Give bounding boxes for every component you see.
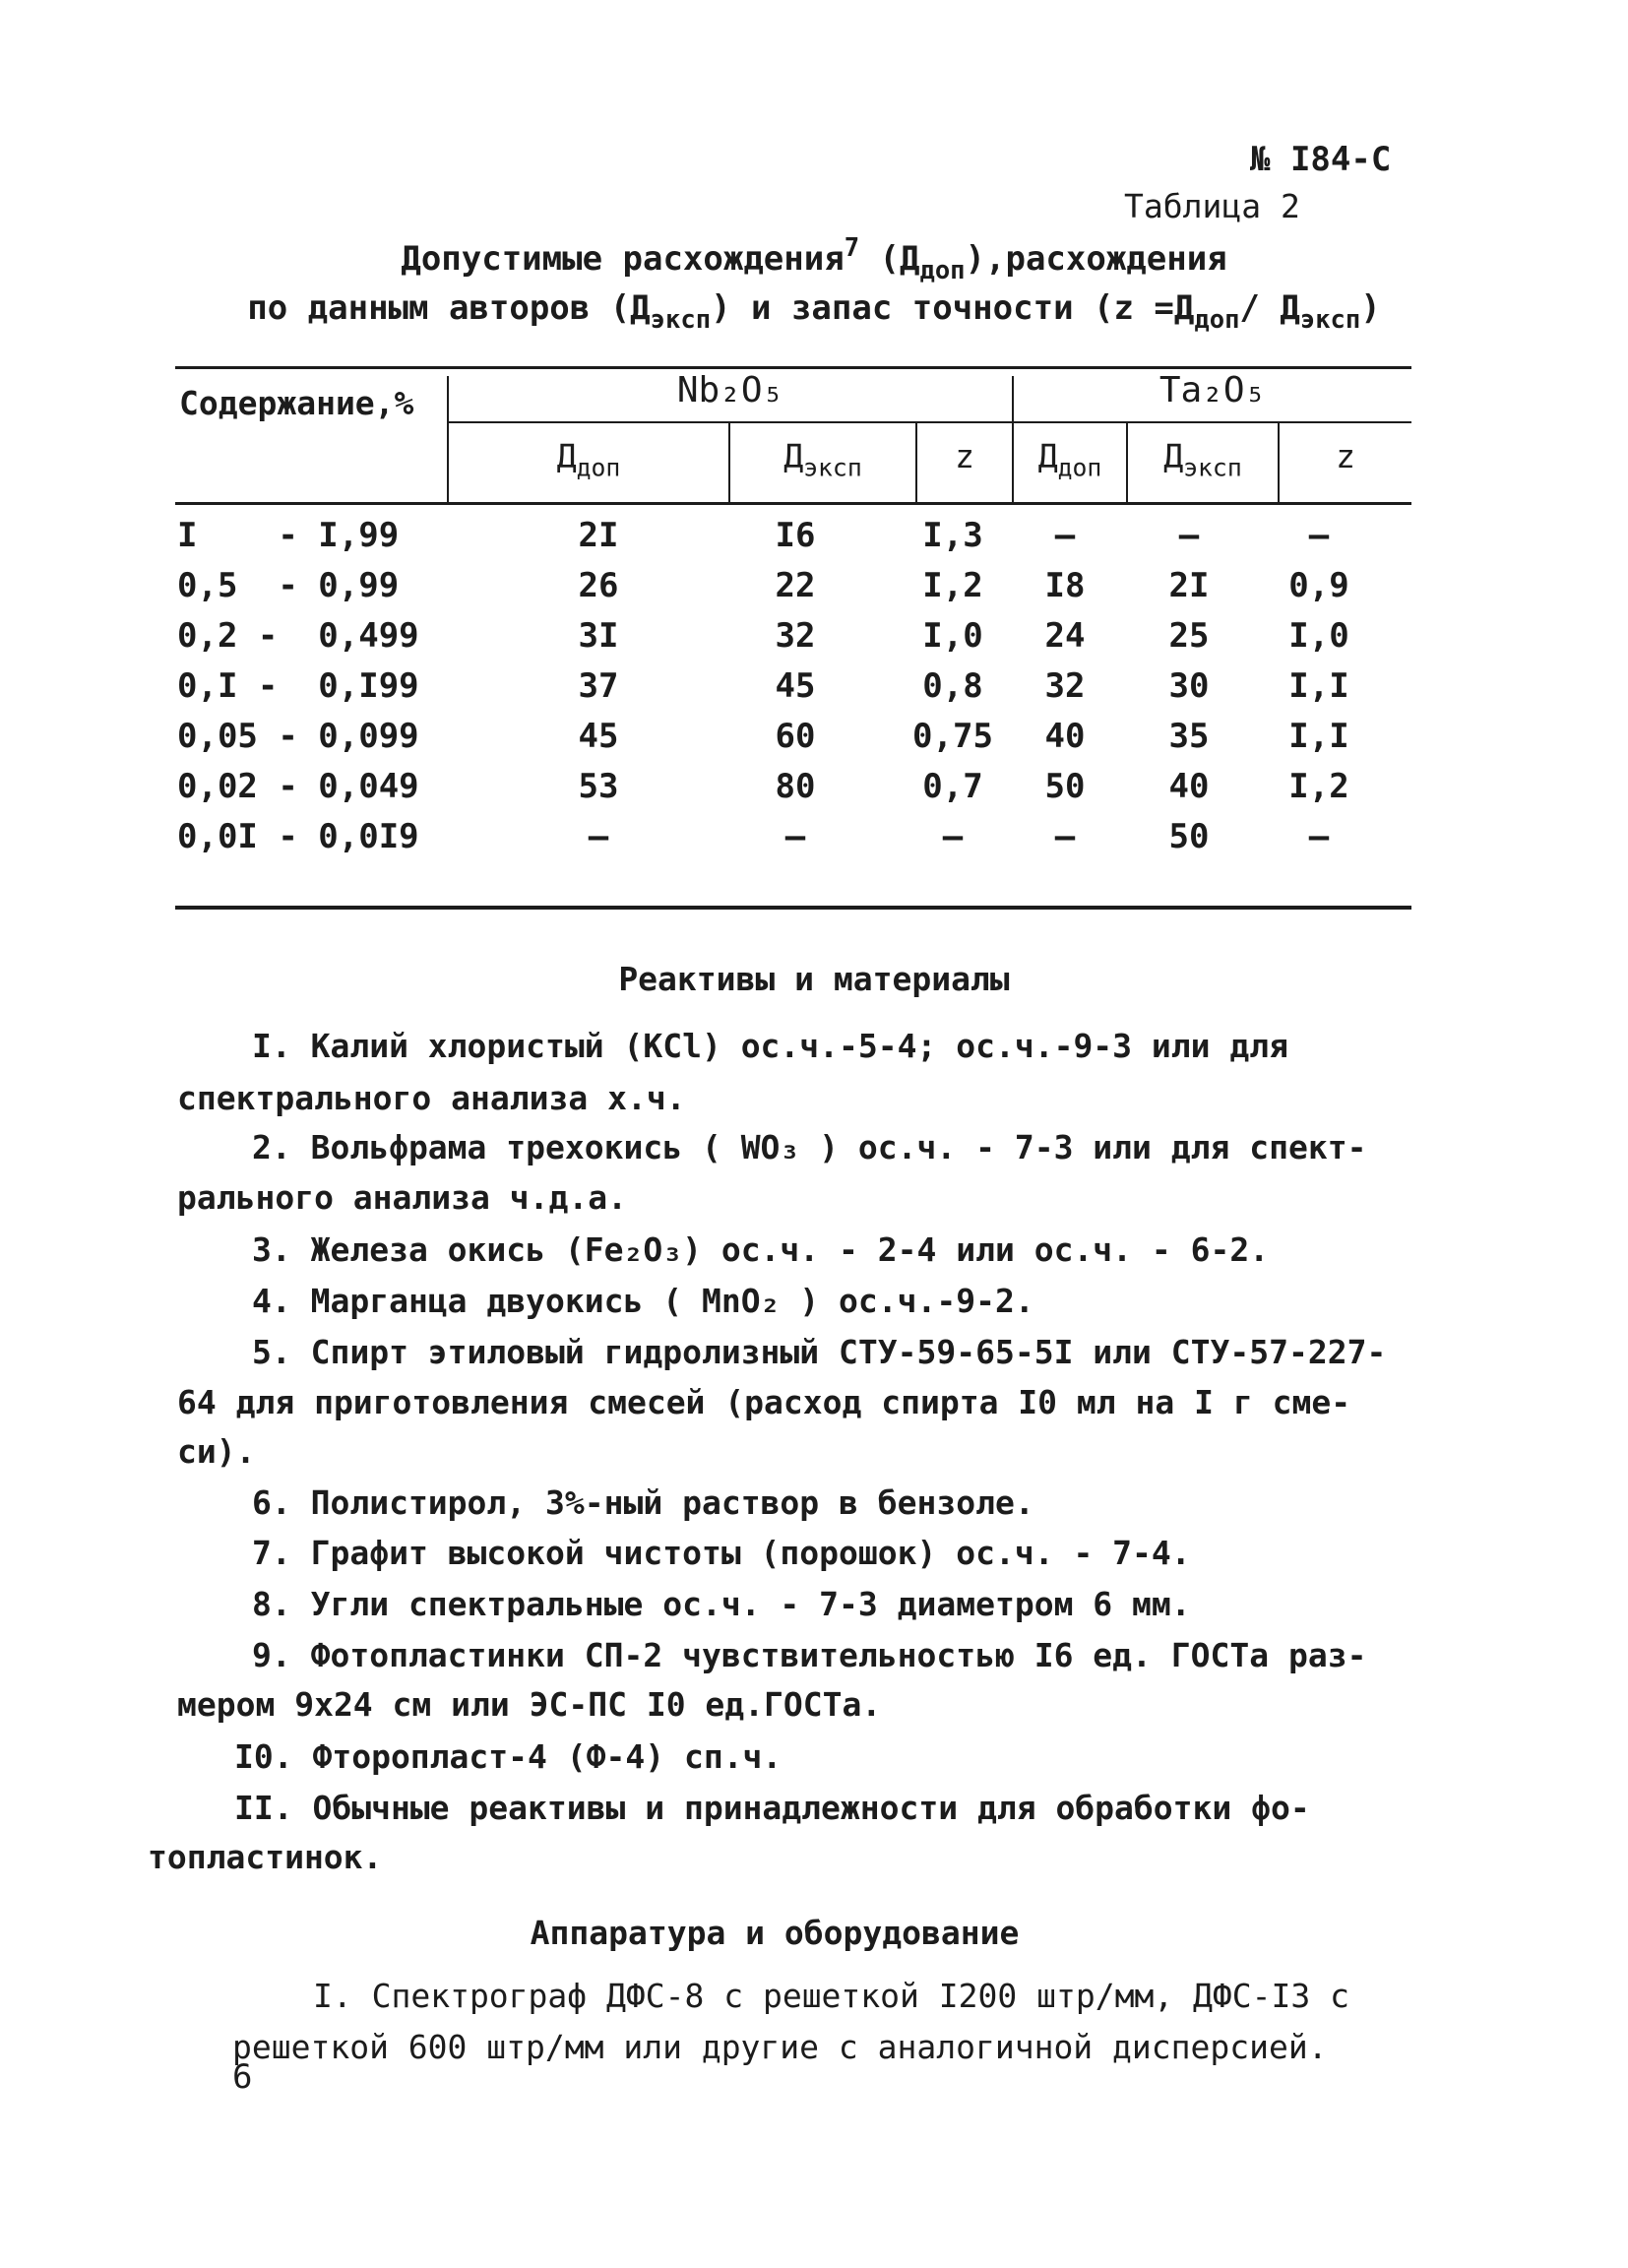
footnote-marker: 7 (844, 233, 860, 263)
table-cell-nb-dop: – (588, 817, 609, 856)
table-cell-ta-eksp: 40 (1168, 767, 1210, 806)
reagent-line: 6. Полистирол, 3%-ный раствор в бензоле. (252, 1483, 1034, 1522)
caption-subscript: доп (1194, 304, 1240, 335)
caption-text: Допустимые расхождения (401, 239, 845, 280)
table-cell-ta-dop: – (1054, 516, 1076, 555)
table-cell-nb-dop: 3I (578, 616, 619, 656)
caption-text: по данным авторов (Д (247, 288, 651, 328)
table-cell-nb-eksp: 80 (775, 767, 816, 806)
table-cell-nb-eksp: 32 (775, 616, 816, 656)
table-cell-ta-dop: 50 (1044, 767, 1086, 806)
table-cell-range: I - I,99 (177, 516, 400, 555)
reagent-line: 8. Угли спектральные ос.ч. - 7-3 диаметром 6 мм. (252, 1585, 1191, 1623)
caption-text: ) (1360, 288, 1381, 328)
header-nb-dop: $Д_{доп}$ (556, 437, 621, 482)
table-cell-nb-z: I,0 (922, 616, 983, 656)
table-cell-nb-z: I,3 (922, 516, 983, 555)
header-ta2o5: Ta₂O₅ (1158, 370, 1267, 410)
table-cell-range: 0,I - 0,I99 (177, 666, 419, 706)
caption-text: ) и запас точности (z =Д (711, 288, 1195, 328)
table-cell-nb-eksp: 45 (775, 666, 816, 706)
table-cell-range: 0,0I - 0,0I9 (177, 817, 419, 856)
table-cell-nb-dop: 53 (578, 767, 619, 806)
table-label: Таблица 2 (1124, 187, 1300, 225)
table-cell-range: 0,2 - 0,499 (177, 616, 419, 656)
table-cell-ta-z: – (1308, 817, 1330, 856)
caption-text: (Д (859, 239, 920, 280)
header-ta-eksp: $Д_{эксп}$ (1163, 437, 1242, 482)
header-nb2o5: Nb₂O₅ (676, 370, 784, 410)
table-cell-range: 0,05 - 0,099 (177, 717, 419, 756)
table-cell-ta-eksp: 2I (1168, 566, 1210, 605)
table-cell-ta-eksp: 35 (1168, 717, 1210, 756)
table-cell-ta-z: I,0 (1288, 616, 1349, 656)
reagent-line: 2. Вольфрама трехокись ( WO₃ ) ос.ч. - 7-3 или для спект- (252, 1128, 1367, 1166)
data-table (175, 366, 1411, 917)
table-cell-nb-eksp: I6 (775, 516, 816, 555)
table-bottom-rule (175, 906, 1411, 910)
caption-subscript: эксп (650, 304, 712, 335)
document-number: № I84-С (1250, 140, 1392, 179)
table-cell-ta-eksp: 30 (1168, 666, 1210, 706)
table-cell-ta-dop: 40 (1044, 717, 1086, 756)
header-nb-z: z (955, 437, 974, 475)
table-cell-ta-z: I,2 (1288, 767, 1349, 806)
table-cell-ta-dop: 32 (1044, 666, 1086, 706)
section-title-equipment: Аппаратура и оборудование (530, 1914, 1020, 1952)
header-content: Содержание,% (179, 384, 414, 422)
table-cell-nb-dop: 26 (578, 566, 619, 605)
table-cell-ta-z: I,I (1288, 717, 1349, 756)
table-cell-nb-dop: 2I (578, 516, 619, 555)
table-cell-ta-z: I,I (1288, 666, 1349, 706)
table-cell-nb-eksp: 22 (775, 566, 816, 605)
table-cell-nb-z: – (942, 817, 964, 856)
table-cell-nb-eksp: – (784, 817, 806, 856)
caption-subscript: эксп (1299, 304, 1361, 335)
section-title-reagents: Реактивы и материалы (618, 960, 1010, 998)
reagent-line: I. Калий хлористый (КСl) ос.ч.-5-4; ос.ч.-9-3 или для (252, 1027, 1288, 1065)
table-cell-nb-z: 0,8 (922, 666, 983, 706)
table-cell-nb-z: 0,7 (922, 767, 983, 806)
reagent-line: рального анализа ч.д.а. (177, 1178, 627, 1217)
reagent-line: 64 для приготовления смесей (расход спирта I0 мл на I г сме- (177, 1383, 1351, 1421)
reagent-line: топластинок. (148, 1838, 383, 1876)
reagent-line: си). (177, 1432, 256, 1471)
table-cell-nb-dop: 45 (578, 717, 619, 756)
reagent-line: 7. Графит высокой чистоты (порошок) ос.ч. - 7-4. (252, 1534, 1191, 1572)
reagent-line: спектрального анализа х.ч. (177, 1079, 686, 1117)
table-top-rule (175, 366, 1411, 369)
reagent-line: 4. Марганца двуокись ( MnO₂ ) ос.ч.-9-2. (252, 1282, 1034, 1320)
table-cell-nb-dop: 37 (578, 666, 619, 706)
table-cell-nb-z: 0,75 (912, 717, 993, 756)
table-caption-line-1 (0, 233, 1628, 285)
table-cell-ta-z: – (1308, 516, 1330, 555)
table-cell-nb-z: I,2 (922, 566, 983, 605)
table-cell-ta-eksp: 25 (1168, 616, 1210, 656)
caption-text: / Д (1239, 288, 1300, 328)
reagent-line: 5. Спирт этиловый гидролизный СТУ-59-65-5I или СТУ-57-227- (252, 1333, 1387, 1371)
equipment-line: I. Спектрограф ДФС-8 с решеткой I200 штр/мм, ДФС-I3 с (313, 1977, 1349, 2015)
caption-text: ),расхождения (965, 239, 1227, 280)
reagent-line: мером 9х24 см или ЭС-ПС I0 ед.ГОСТа. (177, 1685, 882, 1724)
reagent-line: 3. Железа окись (Fe₂O₃) ос.ч. - 2-4 или ос.ч. - 6-2. (252, 1230, 1270, 1269)
reagent-line: 9. Фотопластинки СП-2 чувствительностью I6 ед. ГОСТа раз- (252, 1636, 1367, 1674)
equipment-line: решеткой 600 штр/мм или другие с аналогичной дисперсией. (232, 2028, 1328, 2066)
header-ta-dop: $Д_{доп}$ (1037, 437, 1102, 482)
table-cell-range: 0,02 - 0,049 (177, 767, 419, 806)
group-header-rule (449, 421, 1411, 423)
caption-subscript: доп (919, 255, 966, 285)
table-caption-line-2 (0, 288, 1628, 335)
header-ta-z: z (1336, 437, 1355, 475)
page-number: 6 (232, 2057, 253, 2097)
table-cell-ta-eksp: 50 (1168, 817, 1210, 856)
header-nb-eksp: $Д_{эксп}$ (783, 437, 862, 482)
table-cell-range: 0,5 - 0,99 (177, 566, 400, 605)
header-bottom-rule (175, 502, 1411, 505)
reagent-line: II. Обычные реактивы и принадлежности для обработки фо- (234, 1789, 1310, 1827)
table-cell-ta-dop: I8 (1044, 566, 1086, 605)
table-cell-ta-eksp: – (1178, 516, 1200, 555)
table-cell-nb-eksp: 60 (775, 717, 816, 756)
table-cell-ta-dop: – (1054, 817, 1076, 856)
table-cell-ta-z: 0,9 (1288, 566, 1349, 605)
table-cell-ta-dop: 24 (1044, 616, 1086, 656)
reagent-line: I0. Фторопласт-4 (Ф-4) сп.ч. (234, 1737, 783, 1776)
